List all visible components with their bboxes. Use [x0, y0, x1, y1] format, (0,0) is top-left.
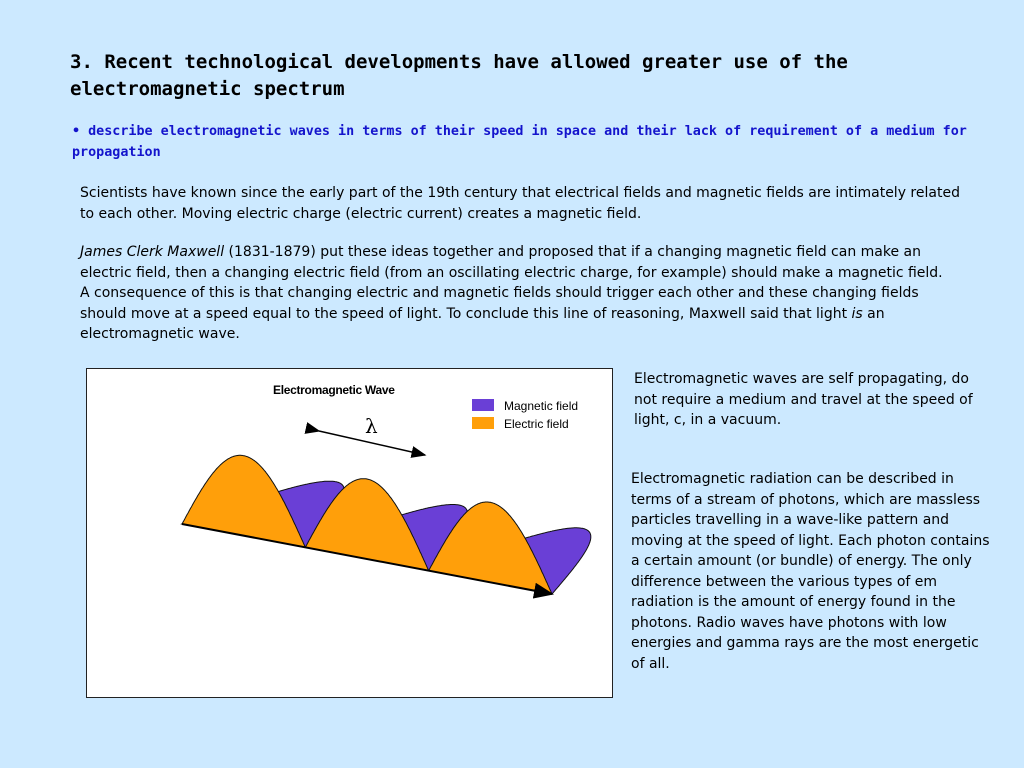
maxwell-name: James Clerk Maxwell [80, 244, 225, 260]
maxwell-text-1: (1831-1879) put these ideas together and proposed that if a changing magnetic field can make an electric field, then a changing electric field (from an oscillating electric charge, for example) should make a magnetic field. A consequence of this is that changing electric and magnetic fields should trigger each other and these changing fields should move at a speed equal to the speed of light. To conclude this line of reasoning, Maxwell said that light [80, 244, 943, 322]
paragraph-maxwell [80, 242, 950, 345]
wavelength-symbol: λ [365, 414, 378, 438]
legend-label-electric: Electric field [504, 417, 569, 431]
legend-label-magnetic: Magnetic field [504, 399, 579, 413]
figure-title: Electromagnetic Wave [273, 383, 395, 397]
wave-shapes [182, 455, 591, 594]
learning-objective: • describe electromagnetic waves in terms of their speed in space and their lack of requirement of a medium for propagation [72, 124, 967, 160]
side-note-photons: Electromagnetic radiation can be described in terms of a stream of photons, which are massless particles travelling in a wave-like pattern and moving at the speed of light. Each photon contains a certain amount (or bundle) of energy. The only difference between the various types of em radiation is the amount of energy found in the photons. Radio waves have photons with low energies and gamma rays are the most energetic of all. [631, 471, 990, 672]
legend-swatch-magnetic [472, 399, 494, 411]
legend-swatch-electric [472, 417, 494, 429]
em-wave-figure [86, 368, 613, 698]
paragraph-history: Scientists have known since the early part of the 19th century that electrical fields and magnetic fields are intimately related to each other. Moving electric charge (electric current) creates a magnetic field. [80, 185, 960, 222]
side-note-propagation: Electromagnetic waves are self propagating, do not require a medium and travel at the speed of light, c, in a vacuum. [634, 371, 973, 428]
maxwell-text-2: an electromagnetic wave. [80, 305, 885, 342]
em-wave-diagram [87, 369, 612, 697]
maxwell-emphasis: is [851, 305, 863, 322]
slide-title: 3. Recent technological developments have allowed greater use of the electromagnetic spectrum [70, 51, 848, 100]
